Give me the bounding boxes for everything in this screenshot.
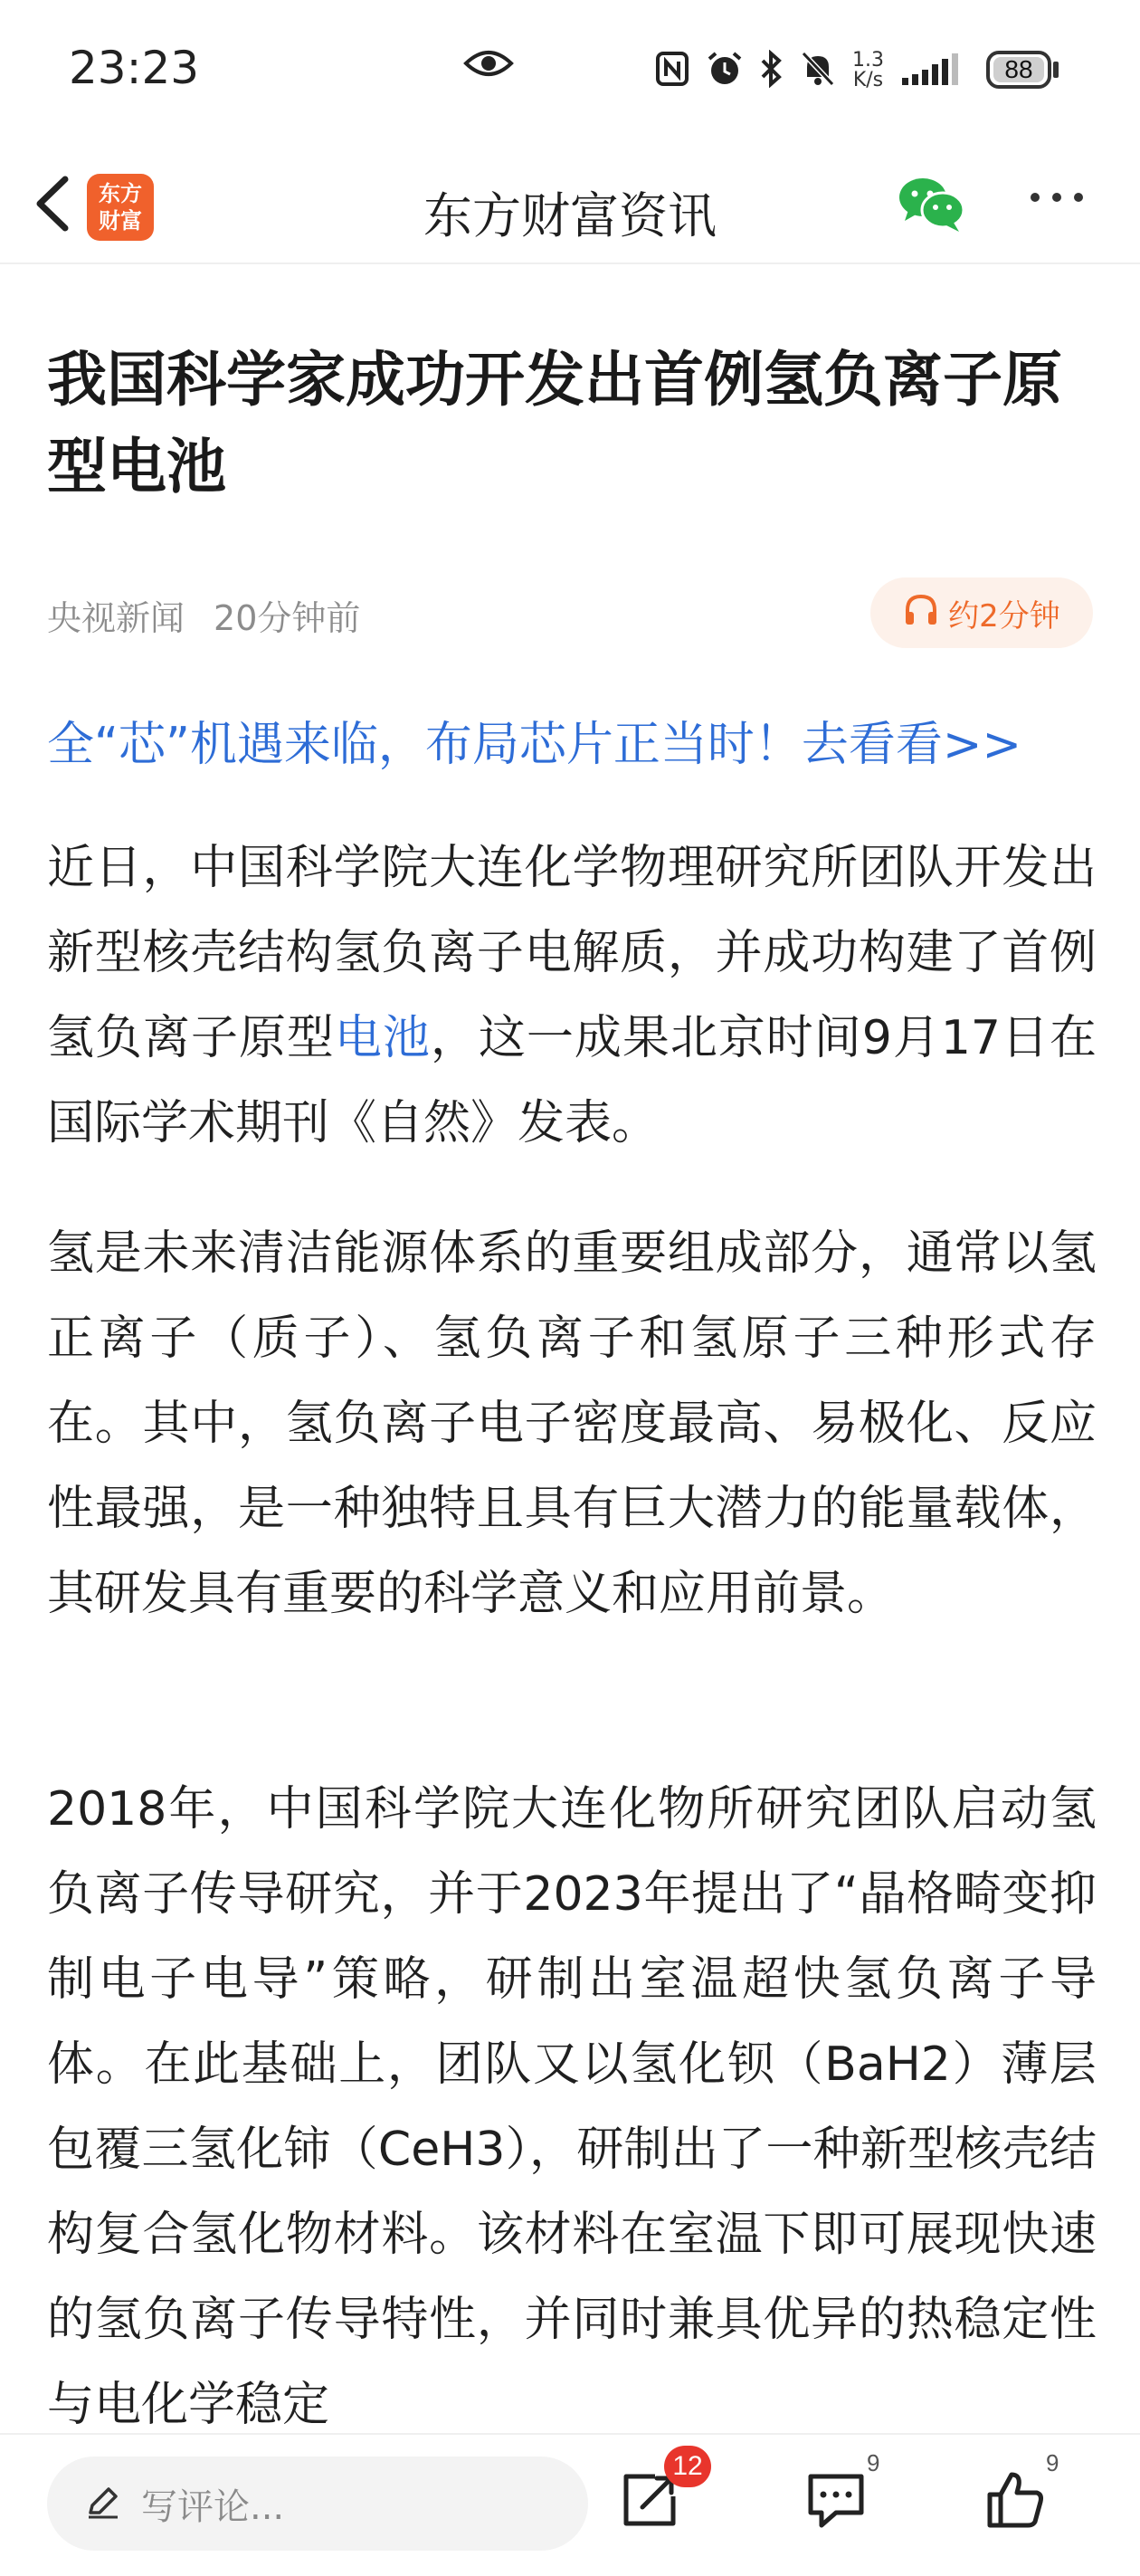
- app-header: [0, 145, 1140, 264]
- thumbs-up-icon: [984, 2469, 1046, 2531]
- comment-count: 9: [867, 2449, 880, 2476]
- article-meta: [47, 590, 360, 640]
- battery-cap: [1053, 62, 1059, 78]
- battery-link[interactable]: 电池: [334, 1011, 431, 1065]
- net-speed-value: 1.3: [852, 49, 884, 72]
- paragraph-1-text-end: ，这一成果北京时间9月17日在国际学术期刊《自然》发表。: [47, 1011, 1097, 1150]
- more-options-icon[interactable]: [1028, 190, 1086, 208]
- pencil-icon: [85, 2484, 121, 2524]
- bluetooth-icon: [760, 50, 784, 91]
- listen-audio-button[interactable]: [870, 577, 1093, 648]
- logo-text-bottom: 财富: [99, 208, 142, 234]
- like-button[interactable]: [984, 2449, 1059, 2534]
- header-title: 东方财富资讯: [423, 187, 717, 244]
- article-paragraph-2: 氢是未来清洁能源体系的重要组成部分，通常以氢正离子（质子）、氢负离子和氢原子三种形式存在。其中，氢负离子电子密度最高、易极化、反应性最强，是一种独特且具有巨大潜力的能量载体，其研发具有重要的科学意义和应用前景。: [47, 1226, 1097, 1621]
- mute-icon: [800, 50, 836, 91]
- signal-icon: [900, 51, 960, 91]
- status-time: 23:23: [69, 42, 200, 94]
- article-paragraph-3: 2018年，中国科学院大连化物所研究团队启动氢负离子传导研究，并于2023年提出了“晶格畸变抑制电子电导”策略，研制出室温超快氢负离子导体。在此基础上，团队又以氢化钡（BaH2）薄层包覆三氢化铈（CeH3），研制出了一种新型核壳结构复合氢化物材料。该材料在室温下即可展现快速的氢负离子传导特性，并同时兼具优异的热稳定性与电化学稳定: [47, 1782, 1097, 2432]
- eye-icon: [463, 47, 514, 83]
- net-speed-unit: K/s: [852, 69, 884, 91]
- share-button[interactable]: [621, 2451, 703, 2533]
- logo-text-top: 东方: [99, 181, 142, 206]
- like-count: 9: [1046, 2449, 1059, 2476]
- wechat-share-icon[interactable]: [898, 174, 966, 237]
- comment-icon: [805, 2469, 867, 2531]
- alarm-icon: [706, 50, 744, 91]
- audio-duration: 约2分钟: [948, 597, 1060, 634]
- article-time: 20分钟前: [214, 598, 361, 638]
- network-speed: [852, 51, 884, 91]
- status-bar: [0, 0, 1140, 136]
- promo-link[interactable]: 全“芯”机遇来临，布局芯片正当时！去看看>>: [47, 718, 1022, 772]
- share-badge: 12: [664, 2446, 711, 2487]
- article-paragraph-1: [47, 825, 1097, 1166]
- article-headline: 我国科学家成功开发出首例氢负离子原型电池: [47, 345, 1062, 501]
- battery-icon: [986, 51, 1051, 89]
- battery-level: 88: [993, 57, 1044, 82]
- comment-placeholder: 写评论...: [141, 2485, 285, 2528]
- paragraph-1-text-start: 近日，中国科学院大连化学物理研究所团队开发出新型核壳结构氢负离子电解质，并成功构建了首例氢负离子原型: [47, 841, 1097, 1065]
- bottom-action-bar: [0, 2433, 1140, 2576]
- headphones-icon: [903, 592, 939, 634]
- article-source: 央视新闻: [47, 598, 185, 638]
- comments-button[interactable]: [805, 2449, 880, 2534]
- status-icons: [655, 45, 960, 96]
- nfc-icon: [655, 51, 689, 91]
- comment-input[interactable]: [47, 2457, 588, 2551]
